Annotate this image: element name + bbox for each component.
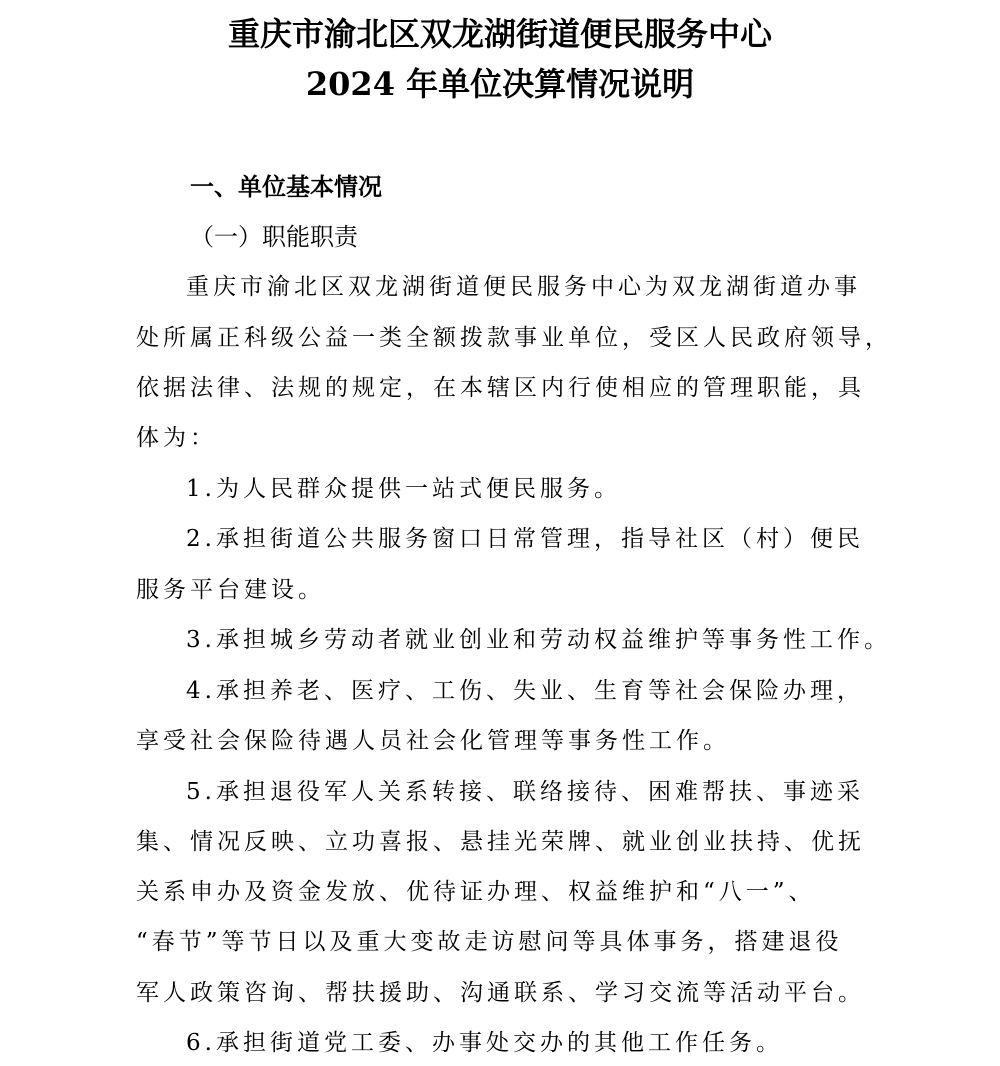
list-item-5-continuation: 集、情况反映、立功喜报、悬挂光荣牌、就业创业扶持、优抚 <box>136 829 865 855</box>
document-title-line-1: 重庆市渝北区双龙湖街道便民服务中心 <box>227 15 772 53</box>
subsection-heading-duties: （一）职能职责 <box>190 223 358 251</box>
list-item-5-continuation: “春节”等节日以及重大变故走访慰问等具体事务，搭建退役 <box>136 929 843 955</box>
paragraph-line: 重庆市渝北区双龙湖街道便民服务中心为双龙湖街道办事 <box>186 274 861 300</box>
list-item-5-continuation: 关系申办及资金发放、优待证办理、权益维护和“八一”、 <box>136 879 816 905</box>
paragraph-line: 依据法律、法规的规定，在本辖区内行使相应的管理职能，具 <box>136 375 865 401</box>
list-item-5-continuation: 军人政策咨询、帮扶援助、沟通联系、学习交流等活动平台。 <box>136 980 865 1006</box>
section-heading-basic-info: 一、单位基本情况 <box>190 173 382 201</box>
list-item-2-continuation: 服务平台建设。 <box>136 577 325 603</box>
list-item-3: 3.承担城乡劳动者就业创业和劳动权益维护等事务性工作。 <box>186 627 891 653</box>
list-item-6: 6.承担街道党工委、办事处交办的其他工作任务。 <box>186 1030 783 1056</box>
paragraph-line: 处所属正科级公益一类全额拨款事业单位，受区人民政府领导， <box>136 325 892 351</box>
list-item-4-continuation: 享受社会保险待遇人员社会化管理等事务性工作。 <box>136 728 730 754</box>
list-item-1: 1.为人民群众提供一站式便民服务。 <box>186 476 621 502</box>
list-item-4: 4.承担养老、医疗、工伤、失业、生育等社会保险办理， <box>186 678 864 704</box>
list-item-5: 5.承担退役军人关系转接、联络接待、困难帮扶、事迹采 <box>186 779 864 805</box>
paragraph-line: 体为： <box>136 425 217 451</box>
document-title-line-2: 2024 年单位决算情况说明 <box>305 65 695 103</box>
list-item-2: 2.承担街道公共服务窗口日常管理，指导社区（村）便民 <box>186 526 864 552</box>
